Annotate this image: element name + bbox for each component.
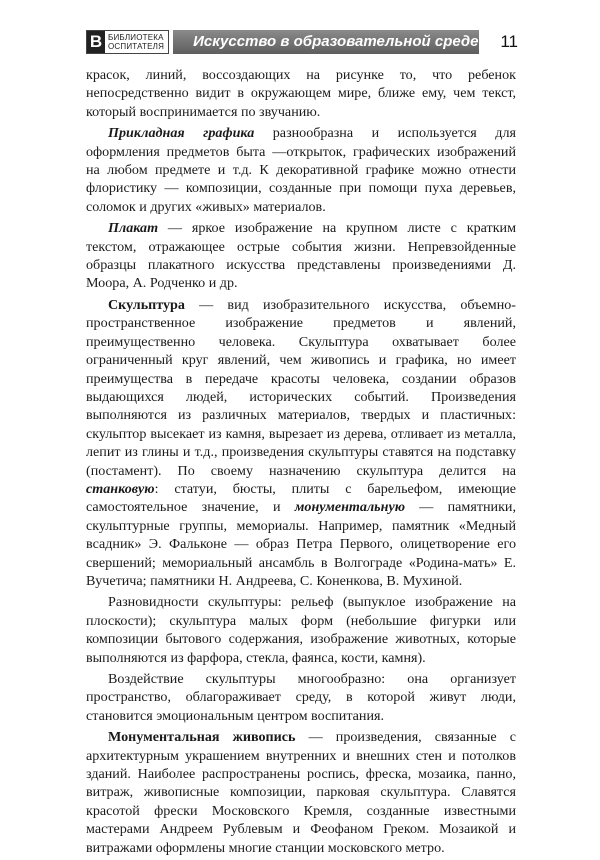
emphasis: станковую: [86, 480, 155, 497]
logo-text: [108, 33, 164, 51]
main-text: [86, 66, 516, 860]
term: Плакат: [108, 220, 159, 237]
term: Монументальная живопись: [108, 729, 296, 746]
logo-line-2: ОСПИТАТЕЛЯ: [108, 42, 165, 51]
paragraph: [86, 66, 516, 121]
paragraph: [86, 593, 516, 667]
paragraph: [86, 124, 516, 216]
paragraph-text: — вид изобразительного искусства, объемно-пространственное изображение предметов и явлений, преимущественно человека. Скульптура охватывает более ограниченный круг явлений, чем живопись и графика, но имеет преимущества в передаче красоты человека, создании образов выдающихся людей, исторических событий. Произведения выполняются из различных материалов, твердых и пластичных: скульптор высекает из камня, вырезает из дерева, отливает из металла, лепит из глины и т.д., произведения скульптуры ставятся на подставку (постамент). По своему назначению скульптура делится на: [86, 296, 516, 479]
paragraph-text: — памятники, скульптурные группы, мемориалы. Например, памятник «Медный всадник» Э. Фальконе — образ Петра Первого, олицетворение его свершений; мемориальный ансамбль в Волгограде «Родина-мать» Е. Вучетича; памятники Н. Андреева, С. Коненкова, В. Мухиной.: [86, 499, 516, 589]
page-number: 11: [500, 32, 518, 51]
chapter-title: Искусство в образовательной среде: [173, 30, 478, 54]
paragraph-text: красок, линий, воссоздающих на рисунке то, что ребенок непосредственно видит в окружающем мире, ближе ему, чем текст, который воспринимается по звучанию.: [86, 67, 516, 120]
running-header: [86, 30, 518, 54]
term: Прикладная графика: [108, 125, 255, 142]
series-logo: [86, 30, 169, 54]
logo-letter: В: [87, 31, 105, 53]
paragraph-text: Воздействие скульптуры многообразно: она организует пространство, облагораживает среду, в которой живут люди, становится эмоциональным центром воспитания.: [86, 671, 516, 724]
paragraph: [86, 296, 516, 591]
emphasis: монументальную: [294, 499, 405, 516]
paragraph: [86, 219, 516, 293]
paragraph-text: : статуи, бюсты, плиты с барельефом, имеющие самостоятельное значение, и: [86, 480, 516, 516]
paragraph-text: разнообразна и используется для оформления предметов быта —открыток, графических изображений на любом предмете и т.д. К декоративной графике можно отнести флористику — композиции, созданные при помощи пуха деревьев, соломок и других «живых» материалов.: [86, 125, 516, 215]
paragraph-text: — произведения, связанные с архитектурным украшением внутренних и внешних стен и потолков зданий. Наиболее распространены роспись, фреска, мозаика, панно, витраж, живописные композиции, парковая скульптура. Славятся красотой фрески Московского Кремля, созданные известными мастерами Андреем Рублевым и Феофаном Греком. Мозаикой и витражами оформлены многие станции московского метро.: [86, 729, 516, 856]
paragraph-text: Разновидности скульптуры: рельеф (выпуклое изображение на плоскости); скульптура малых форм (небольшие фигурки или композиции бытового содержания, изображение животных, которые выполняются из фарфора, стекла, фаянса, кости, камня).: [86, 594, 516, 666]
paragraph-text: — яркое изображение на крупном листе с кратким текстом, отражающее острые события жизни. Непревзойденные образцы плакатного искусства представлены произведениями Д. Моора, А. Родченко и др.: [86, 220, 516, 292]
paragraph: [86, 670, 516, 725]
term: Скульптура: [108, 296, 185, 313]
paragraph: [86, 728, 516, 857]
logo-line-1: БИБЛИОТЕКА: [108, 33, 164, 42]
